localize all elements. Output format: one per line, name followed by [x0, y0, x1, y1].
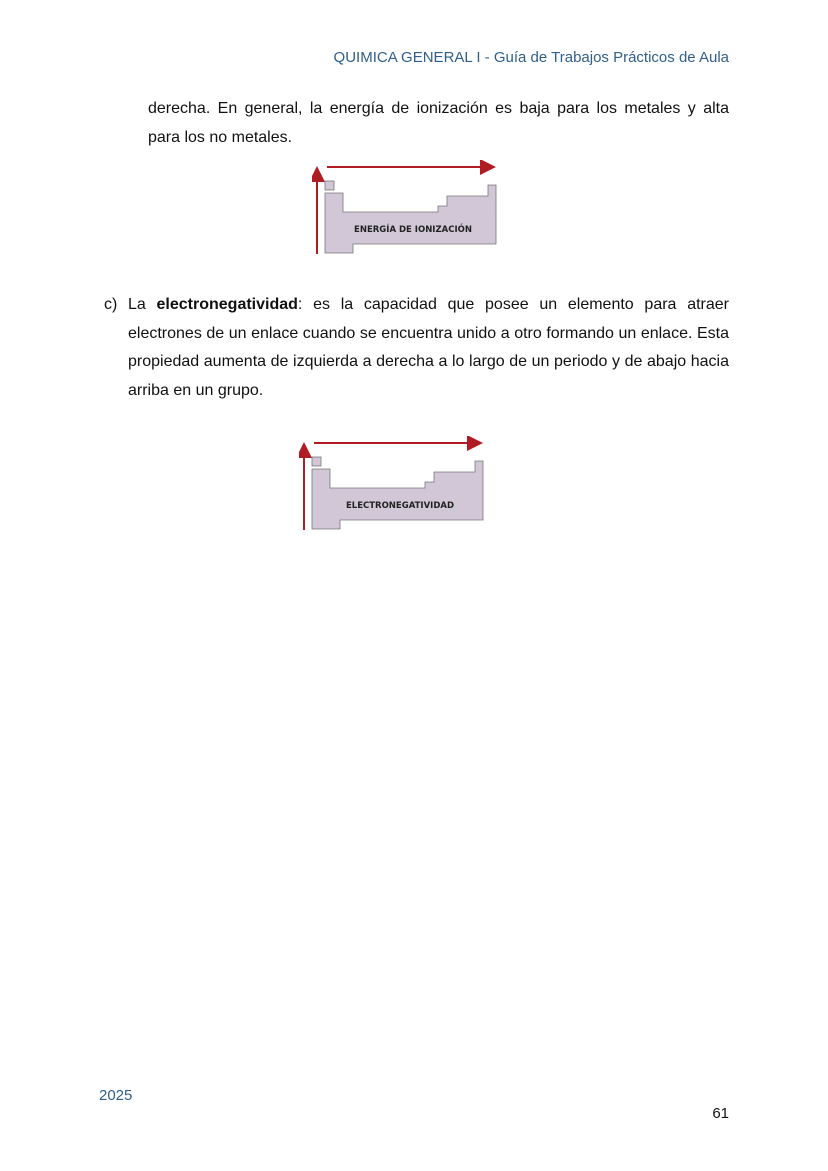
- list-item-c: [104, 291, 729, 405]
- figure-label: ELECTRONEGATIVIDAD: [345, 501, 455, 511]
- periodic-table-trend-diagram: [299, 436, 489, 536]
- periodic-table-shape: [312, 461, 483, 529]
- page-number: 61: [712, 1105, 729, 1122]
- periodic-table-shape: [325, 185, 496, 253]
- paragraph-line: para los no metales.: [148, 128, 293, 146]
- figure-label: ENERGÍA DE IONIZACIÓN: [354, 225, 472, 235]
- term-electronegativity: electronegatividad: [156, 296, 298, 313]
- running-header: QUIMICA GENERAL I - Guía de Trabajos Prácticos de Aula: [333, 49, 729, 66]
- ionization-energy-trend-figure: [312, 160, 502, 260]
- list-item-body: La electronegatividad: es la capacidad que posee un elemento para atraer electrones de un enlace cuando se encuentra unido a otro formando un enlace. Esta propiedad aumenta de izquierda a derecha a lo largo de un periodo y de abajo hacia arriba en un grupo.: [128, 296, 729, 399]
- hydrogen-cell: [325, 181, 334, 190]
- electronegativity-trend-figure: [299, 436, 489, 536]
- periodic-table-trend-diagram: [312, 160, 502, 260]
- list-marker: c): [104, 296, 118, 313]
- paragraph-line: derecha. En general, la energía de ionización es baja para los metales y alta: [148, 100, 729, 117]
- footer-year: 2025: [99, 1087, 133, 1104]
- paragraph-ionization-continuation: [148, 95, 729, 152]
- hydrogen-cell: [312, 457, 321, 466]
